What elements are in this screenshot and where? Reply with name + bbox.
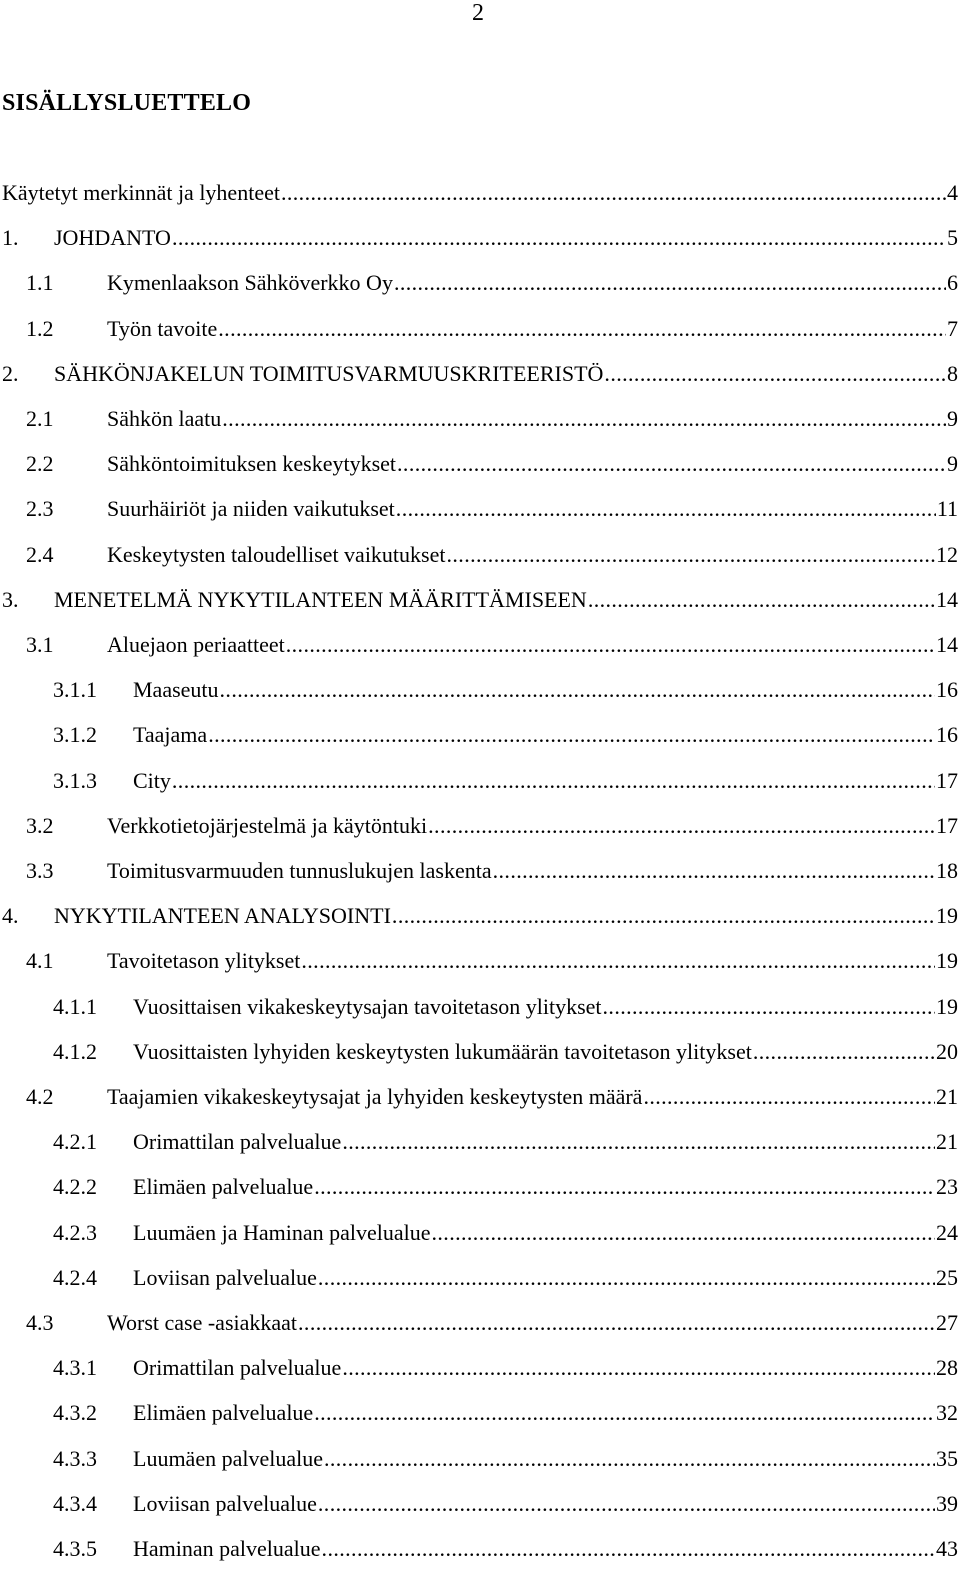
- toc-entry-title: Maaseutu: [133, 677, 219, 703]
- toc-entry-page: 17: [936, 767, 958, 793]
- toc-dot-leader: [301, 939, 935, 983]
- toc-entry-number: 3.1.1: [53, 677, 97, 703]
- toc-dot-leader: [397, 442, 946, 486]
- toc-dot-leader: [394, 261, 946, 305]
- toc-dot-leader: [218, 307, 946, 351]
- toc-entry-number: 4.: [2, 903, 19, 929]
- toc-dot-leader: [322, 1527, 935, 1571]
- toc-dot-leader: [392, 894, 935, 938]
- toc-entry-title: JOHDANTO: [54, 225, 171, 251]
- toc-entry-title: Aluejaon periaatteet: [107, 632, 285, 657]
- toc-entry-number: 4.3.1: [53, 1355, 97, 1381]
- toc-entry-page: 6: [947, 270, 958, 296]
- toc-entry[interactable]: [0, 939, 960, 983]
- toc-entry[interactable]: [0, 578, 960, 622]
- toc-entry[interactable]: [0, 668, 960, 712]
- toc-entry[interactable]: [0, 849, 960, 893]
- toc-entry-title: City: [133, 767, 171, 793]
- toc-entry-page: 16: [936, 677, 958, 703]
- toc-entry-number: 4.3.4: [53, 1490, 97, 1516]
- toc-entry-number: 4.1: [26, 948, 54, 974]
- toc-entry-title: Toimitusvarmuuden tunnuslukujen laskenta: [107, 858, 492, 883]
- toc-entry-title: Vuosittaisten lyhyiden keskeytysten lukumäärän tavoitetason ylitykset: [133, 1038, 752, 1064]
- toc-entry-title: Loviisan palvelualue: [133, 1264, 317, 1290]
- toc-entry-page: 4: [947, 180, 958, 205]
- toc-entry-title: NYKYTILANTEEN ANALYSOINTI: [54, 903, 391, 929]
- toc-entry-number: 2.3: [26, 496, 54, 522]
- toc-entry-page: 27: [936, 1310, 958, 1335]
- toc-dot-leader: [493, 849, 935, 893]
- toc-entry-number: 3.2: [26, 812, 54, 838]
- toc-dot-leader: [342, 1120, 935, 1164]
- toc-entry-page: 14: [936, 632, 958, 657]
- toc-dot-leader: [220, 668, 935, 712]
- toc-entry-page: 19: [936, 903, 958, 929]
- toc-entry[interactable]: [0, 307, 960, 351]
- toc-entry-title: Taajamien vikakeskeytysajat ja lyhyiden keskeytysten määrä: [107, 1084, 643, 1109]
- toc-dot-leader: [324, 1437, 935, 1481]
- toc-entry-number: 3.3: [26, 858, 54, 883]
- toc-entry-title: Haminan palvelualue: [133, 1536, 321, 1561]
- toc-dot-leader: [753, 1030, 935, 1074]
- toc-entry-page: 8: [947, 360, 958, 386]
- toc-entry-title: Luumäen ja Haminan palvelualue: [133, 1219, 431, 1245]
- toc-entry-page: 20: [936, 1038, 958, 1064]
- toc-entry-title: Työn tavoite: [107, 315, 218, 341]
- toc-entry-page: 9: [947, 406, 958, 431]
- toc-entry-title: Loviisan palvelualue: [133, 1490, 317, 1516]
- toc-dot-leader: [314, 1391, 935, 1435]
- toc-entry-number: 3.: [2, 586, 19, 612]
- toc-dot-leader: [588, 578, 935, 622]
- toc-entry-number: 1.2: [26, 315, 54, 341]
- toc-entry-page: 35: [936, 1445, 958, 1471]
- toc-entry-number: 4.2.1: [53, 1129, 97, 1155]
- toc-entry[interactable]: [0, 894, 960, 938]
- toc-entry-number: 2.4: [26, 541, 54, 567]
- toc-entry-number: 4.2.2: [53, 1174, 97, 1200]
- toc-entry[interactable]: [0, 533, 960, 577]
- toc-entry-title: Verkkotietojärjestelmä ja käytöntuki: [107, 812, 428, 838]
- toc-entry-number: 4.3.5: [53, 1536, 97, 1561]
- toc-entry-page: 7: [947, 315, 958, 341]
- toc-entry-title: Taajama: [133, 722, 208, 748]
- toc-entry-number: 4.3: [26, 1310, 54, 1335]
- toc-entry-number: 4.3.2: [53, 1400, 97, 1426]
- toc-entry[interactable]: [0, 1211, 960, 1255]
- toc-entry-page: 9: [947, 451, 958, 477]
- toc-entry-number: 3.1.3: [53, 767, 97, 793]
- toc-entry-title: Tavoitetason ylitykset: [107, 948, 301, 974]
- toc-entry-page: 17: [936, 812, 958, 838]
- toc-entry-number: 4.1.1: [53, 993, 97, 1019]
- toc-entry[interactable]: [0, 1256, 960, 1300]
- toc-entry[interactable]: [0, 759, 960, 803]
- toc-entry-title: MENETELMÄ NYKYTILANTEEN MÄÄRITTÄMISEEN: [54, 586, 587, 612]
- toc-entry[interactable]: [0, 1527, 960, 1571]
- toc-entry-page: 21: [936, 1084, 958, 1109]
- toc-entry-title: Elimäen palvelualue: [133, 1400, 314, 1426]
- toc-entry-number: 2.1: [26, 406, 54, 431]
- toc-entry-page: 28: [936, 1355, 958, 1381]
- toc-entry[interactable]: [0, 216, 960, 260]
- toc-entry[interactable]: [0, 1346, 960, 1390]
- toc-entry-title: Vuosittaisen vikakeskeytysajan tavoitetason ylitykset: [133, 993, 602, 1019]
- toc-entry[interactable]: [0, 261, 960, 305]
- toc-entry-title: Suurhäiriöt ja niiden vaikutukset: [107, 496, 395, 522]
- toc-dot-leader: [447, 533, 936, 577]
- toc-entry[interactable]: [0, 985, 960, 1029]
- toc-entry-number: 2.2: [26, 451, 54, 477]
- toc-dot-leader: [314, 1165, 935, 1209]
- toc-entry[interactable]: [0, 487, 960, 531]
- toc-entry-title: Sähköntoimituksen keskeytykset: [107, 451, 397, 477]
- toc-entry-page: 32: [936, 1400, 958, 1426]
- toc-entry[interactable]: [0, 1165, 960, 1209]
- toc-heading: SISÄLLYSLUETTELO: [2, 90, 252, 116]
- toc-entry-page: 19: [936, 993, 958, 1019]
- toc-entry-page: 39: [936, 1490, 958, 1516]
- toc-dot-leader: [428, 804, 935, 848]
- toc-dot-leader: [298, 1301, 935, 1345]
- toc-entry-title: Worst case -asiakkaat: [107, 1310, 298, 1335]
- toc-entry[interactable]: [0, 171, 960, 215]
- toc-entry[interactable]: [0, 397, 960, 441]
- toc-entry-title: SÄHKÖNJAKELUN TOIMITUSVARMUUSKRITEERISTÖ: [54, 360, 604, 386]
- toc-entry-page: 21: [936, 1129, 958, 1155]
- toc-entry-number: 4.2.3: [53, 1219, 97, 1245]
- toc-dot-leader: [318, 1482, 935, 1526]
- toc-dot-leader: [643, 1075, 935, 1119]
- toc-entry-title: Sähkön laatu: [107, 406, 222, 431]
- toc-dot-leader: [604, 352, 946, 396]
- toc-dot-leader: [286, 623, 935, 667]
- toc-dot-leader: [318, 1256, 935, 1300]
- toc-entry-title: Orimattilan palvelualue: [133, 1129, 342, 1155]
- toc-entry-page: 19: [936, 948, 958, 974]
- toc-entry-number: 4.2: [26, 1084, 54, 1109]
- toc-entry-number: 4.1.2: [53, 1038, 97, 1064]
- toc-entry-number: 1.: [2, 225, 19, 251]
- toc-dot-leader: [603, 985, 935, 1029]
- toc-entry-page: 14: [936, 586, 958, 612]
- toc-dot-leader: [172, 216, 946, 260]
- toc-entry-title: Käytetyt merkinnät ja lyhenteet: [2, 180, 280, 205]
- page-number: 2: [472, 0, 484, 26]
- toc-entry[interactable]: [0, 1301, 960, 1345]
- toc-entry-number: 3.1.2: [53, 722, 97, 748]
- toc-entry[interactable]: [0, 1120, 960, 1164]
- toc-entry-page: 5: [947, 225, 958, 251]
- toc-entry-page: 25: [936, 1264, 958, 1290]
- toc-entry-number: 4.2.4: [53, 1264, 97, 1290]
- toc-entry-number: 1.1: [26, 270, 54, 296]
- toc-entry-page: 12: [936, 541, 958, 567]
- toc-dot-leader: [222, 397, 946, 441]
- toc-entry-title: Orimattilan palvelualue: [133, 1355, 342, 1381]
- toc-entry-page: 23: [936, 1174, 958, 1200]
- toc-entry-page: 43: [936, 1536, 958, 1561]
- toc-dot-leader: [342, 1346, 935, 1390]
- toc-entry[interactable]: [0, 804, 960, 848]
- toc-entry[interactable]: [0, 623, 960, 667]
- toc-dot-leader: [432, 1211, 936, 1255]
- toc-dot-leader: [208, 713, 935, 757]
- toc-entry-title: Kymenlaakson Sähköverkko Oy: [107, 270, 393, 296]
- toc-dot-leader: [172, 759, 935, 803]
- toc-entry[interactable]: [0, 442, 960, 486]
- toc-entry[interactable]: [0, 1437, 960, 1481]
- toc-entry-page: 24: [936, 1219, 958, 1245]
- toc-entry[interactable]: [0, 1391, 960, 1435]
- toc-entry[interactable]: [0, 1482, 960, 1526]
- toc-entry[interactable]: [0, 1075, 960, 1119]
- toc-entry-title: Keskeytysten taloudelliset vaikutukset: [107, 541, 446, 567]
- toc-entry[interactable]: [0, 713, 960, 757]
- toc-dot-leader: [396, 487, 936, 531]
- toc-entry-title: Luumäen palvelualue: [133, 1445, 323, 1471]
- toc-entry-number: 3.1: [26, 632, 54, 657]
- toc-entry[interactable]: [0, 1030, 960, 1074]
- toc-entry-number: 4.3.3: [53, 1445, 97, 1471]
- toc-dot-leader: [281, 171, 946, 215]
- toc-entry-title: Elimäen palvelualue: [133, 1174, 314, 1200]
- toc-entry-page: 11: [936, 496, 958, 522]
- toc-entry-page: 18: [936, 858, 958, 883]
- toc-entry-page: 16: [936, 722, 958, 748]
- toc-entry[interactable]: [0, 352, 960, 396]
- toc-entry-number: 2.: [2, 360, 19, 386]
